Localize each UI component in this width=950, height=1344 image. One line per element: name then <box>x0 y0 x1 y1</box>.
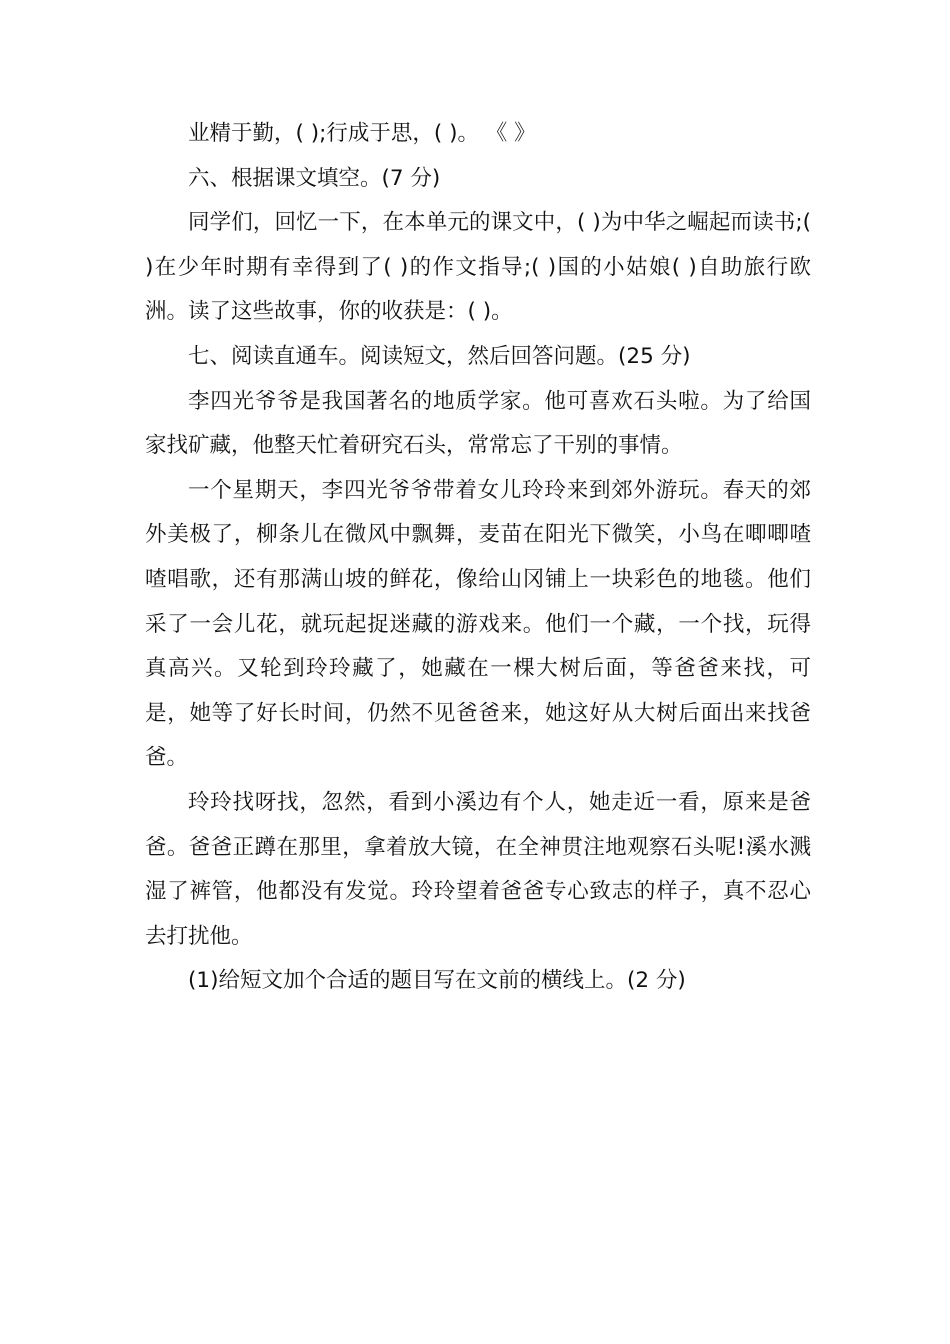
reading-paragraph-3: 玲玲找呀找，忽然，看到小溪边有个人，她走近一看，原来是爸爸。爸爸正蹲在那里，拿着放大镜，在全神贯注地观察石头呢!溪水溅湿了裤管，他都没有发觉。玲玲望着爸爸专心致志的样子，真不忍心去打扰他。 <box>145 789 811 949</box>
section-seven-heading: 七、阅读直通车。阅读短文，然后回答问题。(25 分) <box>188 343 691 369</box>
section-six-heading: 六、根据课文填空。(7 分) <box>188 165 441 191</box>
question-1: (1)给短文加个合适的题目写在文前的横线上。(2 分) <box>188 968 686 994</box>
reading-paragraph-1: 李四光爷爷是我国著名的地质学家。他可喜欢石头啦。为了给国家找矿藏，他整天忙着研究石头，常常忘了干别的事情。 <box>145 388 811 459</box>
document-page <box>145 112 811 1004</box>
proverb-fill-blank: 业精于勤，( );行成于思，( )。 《 》 <box>188 121 536 146</box>
reading-paragraph-2: 一个星期天，李四光爷爷带着女儿玲玲来到郊外游玩。春天的郊外美极了，柳条儿在微风中飘舞，麦苗在阳光下微笑，小鸟在唧唧喳喳唱歌，还有那满山坡的鲜花，像给山冈铺上一块彩色的地毯。他们采了一会儿花，就玩起捉迷藏的游戏来。他们一个藏，一个找，玩得真高兴。又轮到玲玲藏了，她藏在一棵大树后面，等爸爸来找，可是，她等了好长时间，仍然不见爸爸来，她这好从大树后面出来找爸爸。 <box>145 477 811 771</box>
section-six-question: 同学们，回忆一下，在本单元的课文中，( )为中华之崛起而读书;( )在少年时期有幸得到了( )的作文指导;( )国的小姑娘( )自助旅行欧洲。读了这些故事，你的收获是：( )。 <box>145 210 811 325</box>
